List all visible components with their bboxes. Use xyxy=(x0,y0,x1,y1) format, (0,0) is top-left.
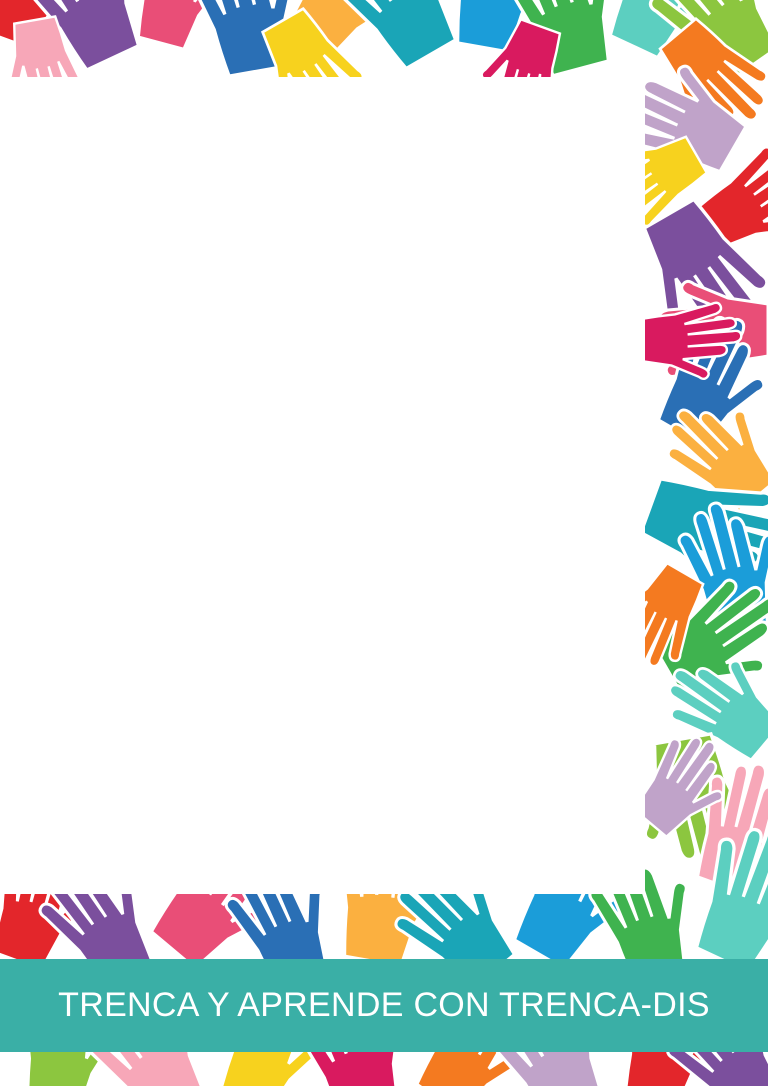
banner-text: TRENCA Y APRENDE CON TRENCA-DIS xyxy=(58,986,710,1024)
content-card xyxy=(0,77,645,894)
footer-banner xyxy=(0,959,768,1052)
